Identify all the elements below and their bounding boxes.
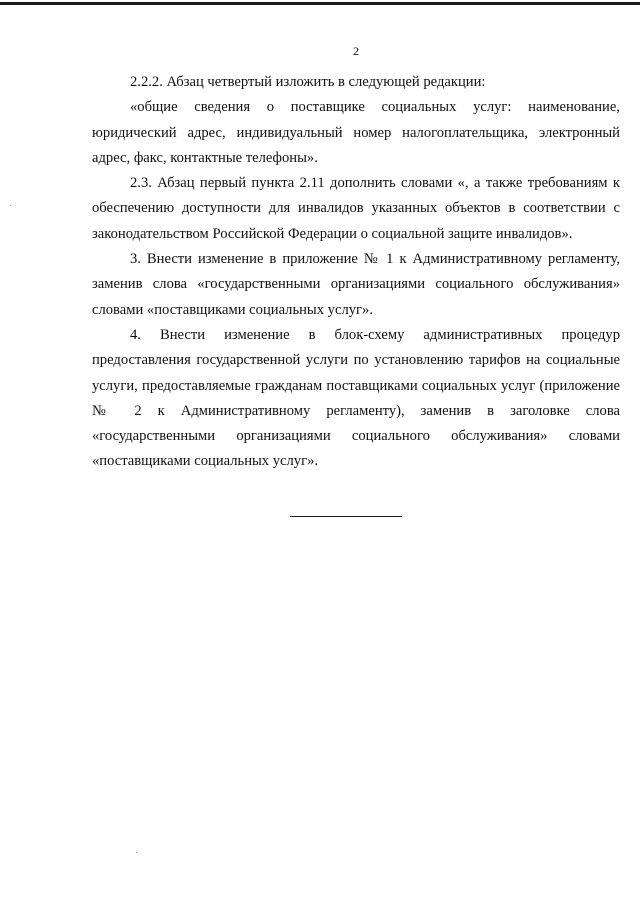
paragraph-4: 4. Внести изменение в блок-схему административных процедур предоставления государственной услуги по установлению тарифов на социальные услуги, предоставляемые гражданам поставщиками социальных услуг (приложение № 2 к Административному регламенту), заменив в заголовке слова «государственными организациями социального обслуживания» словами «поставщиками социальных услуг».	[92, 326, 620, 470]
scan-speck	[10, 205, 11, 206]
paragraph-2-3: 2.3. Абзац первый пункта 2.11 дополнить словами «, а также требованиям к обеспечению доступности для инвалидов указанных объектов в соответствии с законодательством Российской Федерации о социальной защите инвалидов».	[92, 175, 620, 242]
paragraph-3: 3. Внести изменение в приложение № 1 к Административному регламенту, заменив слова «государственными организациями социального обслуживания» словами «поставщиками социальных услуг».	[92, 251, 620, 318]
paragraph-quote: «общие сведения о поставщике социальных услуг: наименование, юридический адрес, индивидуальный номер налогоплательщика, электронный адрес, факс, контактные телефоны».	[92, 99, 620, 166]
scan-speck	[136, 852, 137, 853]
end-of-text-line	[290, 516, 402, 517]
scan-top-border	[0, 2, 640, 5]
paragraph-2-2-2: 2.2.2. Абзац четвертый изложить в следующей редакции:	[130, 74, 486, 90]
page-number: 2	[353, 44, 359, 58]
document-body	[92, 70, 620, 475]
